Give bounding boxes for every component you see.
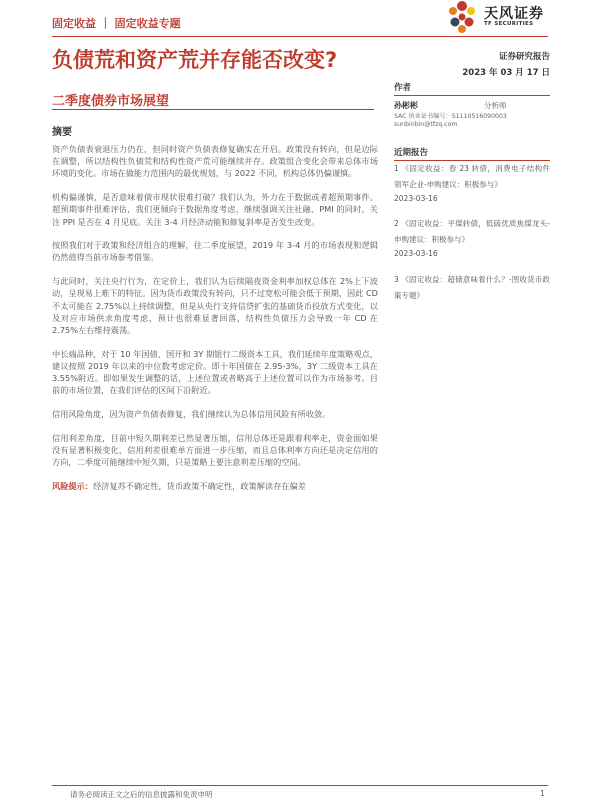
- author-role: 分析师: [484, 101, 507, 110]
- abstract-paragraph-1: 资产负债表衰退压力仍在，但同时资产负债表修复确实在开启。政策没有转向，但是边际在调整，所以结构性负债荒和结构性资产荒可能继续并存。政策组合变化会带来总体市场环境的变化。市场在做能力范围内的最优规划，与 2022 不同，机构总体仍偏谨慎。: [52, 144, 378, 179]
- author-name: 孙彬彬: [394, 101, 418, 110]
- abstract-paragraph-4: 与此同时，关注央行行为，在定价上，我们认为后续隔夜资金利率加权总体在 2%上下波动，呈现易上难下的特征。因为货币政策没有转向，只不过宽松可能会低于预期，因此 CD 不太可能在 2.75%以上持续调整，但是从央行支持信贷扩张的基础货币投放方式变化，以及对应市场供求角度考虑，预计也很难显著回落，结构性负债压力会导致一年 CD 在 2.75%左右维持震荡。: [52, 276, 378, 335]
- page-subtitle: 二季度债券市场展望: [52, 94, 170, 109]
- page-title: 负债荒和资产荒并存能否改变?: [52, 48, 338, 72]
- footer-disclaimer: 请务必阅读正文之后的信息披露和免责申明: [70, 790, 213, 799]
- page-number: 1: [540, 789, 545, 798]
- recent-report-item[interactable]: [394, 272, 550, 304]
- abstract-body: [52, 143, 378, 503]
- abstract-paragraph-7: 信用利差角度，目前中短久期利差已然显著压缩，信用总体还是跟着利率走，资金面如果没有显著积极变化，信用利差很难单方面进一步压缩，而且总体利率方向还是决定信用的方向，二季度可能继续中短久期，只是策略上要注意利差压缩的空间。: [52, 432, 378, 468]
- tf-securities-logo: [444, 0, 552, 34]
- abstract-paragraph-3: 按照我们对于政策和经济组合的理解，往二季度展望，2019 年 3-4 月的市场表现和逻辑仍然值得当前市场参考借鉴。: [52, 240, 378, 263]
- logo-name: 天风证券: [484, 6, 544, 22]
- recent-reports-heading: 近期报告: [394, 148, 429, 158]
- recent-report-item[interactable]: [394, 216, 550, 260]
- recent-report-title[interactable]: 2 《固定收益：平煤转债，低硫优质焦煤龙头-申购建议：积极参与》: [394, 219, 550, 244]
- recent-report-date: 2023-03-16: [394, 193, 438, 203]
- abstract-paragraph-5: 中长端品种，对于 10 年国债、国开和 3Y 期银行二级资本工具，我们延续年度策略观点，建议按照 2019 年以来的中位数考虑定价。即十年国债在 2.95-3%，3Y 二级资本工具在 3.55%附近。即如果发生调整的话，上述位置或者略高于上述位置可以作为市场参考。目前的市场位置，在我们评估的区间下沿附近。: [52, 348, 378, 396]
- footer-divider: [52, 785, 548, 786]
- report-category: 固定收益 ｜ 固定收益专题: [52, 17, 181, 30]
- recent-report-item[interactable]: [394, 161, 550, 205]
- abstract-heading: 摘要: [52, 127, 72, 138]
- recent-report-date: 2023-03-16: [394, 248, 438, 258]
- abstract-paragraph-6: 信用风险角度，因为资产负债表修复，我们继续认为总体信用风险有所收敛。: [52, 408, 331, 419]
- author-email[interactable]: sunbinbin@tfzq.com: [394, 121, 458, 128]
- abstract-paragraph-2: 机构偏谨慎，是否意味着债市现状很难打破？我们认为，外力在于数据或者超预期事件。超预期事件很难评估，我们更倾向于数据角度考虑，继续强调关注社融、PMI 的同时，关注 PPI 是否在 4 月见底。关注 3-4 月经济动能和修复斜率是否发生改变。: [52, 192, 378, 227]
- authors-divider: [394, 95, 550, 96]
- report-type: 证券研究报告: [498, 52, 550, 62]
- author-sac-number: SAC 执业证书编号：S1110516090003: [394, 113, 507, 120]
- risk-label: 风险提示：: [52, 480, 93, 491]
- logo-subtitle: TF SECURITIES: [484, 21, 534, 27]
- recent-report-title[interactable]: 1 《固定收益：春 23 转债，消费电子结构件领军企业-申购建议：积极参与》: [394, 164, 550, 189]
- risk-warning: [52, 480, 378, 492]
- risk-text: 经济复苏不确定性，货币政策不确定性，政策解读存在偏差: [92, 480, 306, 491]
- authors-heading: 作者: [394, 83, 412, 93]
- report-date: 2023 年 03 月 17 日: [462, 68, 550, 78]
- logo-mark-icon: [444, 0, 480, 34]
- recent-report-title[interactable]: 3 《固定收益：超储意味着什么？-图收货币政策专题》: [394, 275, 550, 300]
- header-divider: [52, 36, 548, 37]
- subtitle-divider: [52, 109, 374, 110]
